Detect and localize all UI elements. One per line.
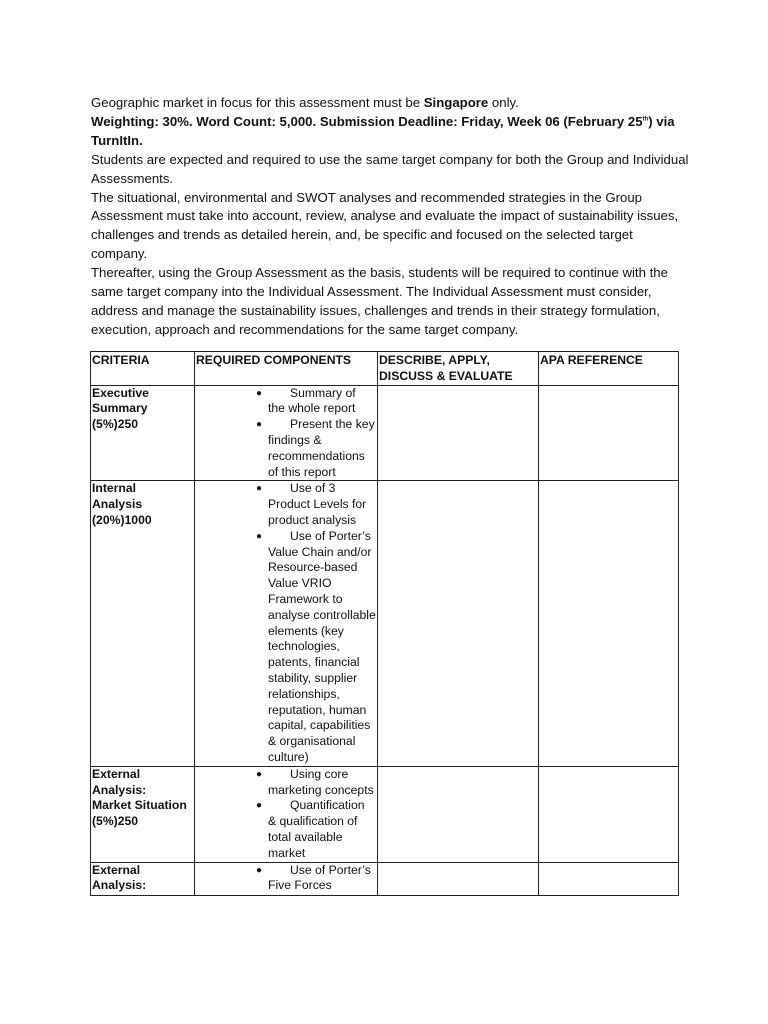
- list-item: ● Summary of the whole report: [256, 385, 356, 416]
- date-ordinal: th: [642, 116, 649, 123]
- bullet-icon: ●: [256, 768, 263, 780]
- list-item: ● Use of 3 Product Levels for product analysis: [256, 481, 367, 527]
- header-apa-reference: APA REFERENCE: [539, 352, 679, 386]
- components-cell: [195, 862, 378, 895]
- list-item: ● Quantification & qualification of total available market: [256, 798, 365, 860]
- same-company-paragraph: Students are expected and required to use the same target company for both the Group and Individual Assessments.: [91, 151, 689, 186]
- criteria-cell: [91, 481, 195, 766]
- criteria-weighting: (5%)250: [92, 814, 139, 829]
- table-header-row: [91, 352, 679, 386]
- criteria-line: Analysis:: [92, 782, 147, 797]
- describe-cell: [378, 385, 539, 481]
- reference-cell: [539, 766, 679, 862]
- header-required-components: REQUIRED COMPONENTS: [195, 352, 378, 386]
- rubric-table: [90, 351, 679, 896]
- criteria-line: Internal: [92, 481, 137, 496]
- submission-method: ) via TurnItIn.: [91, 113, 675, 148]
- criteria-cell: [91, 862, 195, 895]
- describe-cell: [378, 766, 539, 862]
- header-describe-apply: DESCRIBE, APPLY, DISCUSS & EVALUATE: [378, 352, 539, 386]
- assessment-brief: [91, 94, 691, 340]
- criteria-line: External: [92, 766, 141, 781]
- table-row-internal-analysis: [91, 481, 679, 766]
- criteria-line: Analysis:: [92, 878, 147, 893]
- criteria-line: External: [92, 862, 141, 877]
- weighting-text: Weighting: 30%. Word Count: 5,000. Submission Deadline: Friday, Week 06 (February 25: [91, 113, 643, 129]
- list-item: ● Use of Porter’s Value Chain and/or Resource-based Value VRIO Framework to analyse controllable elements (key technologies, patents, financial stability, supplier relationships, reputation, human capital, capabilities & organisational culture): [256, 528, 376, 764]
- reference-cell: [539, 385, 679, 481]
- table-row-external-market-situation: [91, 766, 679, 862]
- criteria-cell: [91, 766, 195, 862]
- criteria-weighting: (5%)250: [92, 417, 139, 432]
- criteria-line: Summary: [92, 401, 148, 416]
- bullet-icon: ●: [256, 419, 263, 431]
- bullet-icon: ●: [256, 800, 263, 812]
- market-name: Singapore: [423, 95, 489, 110]
- group-assessment-paragraph: The situational, environmental and SWOT analyses and recommended strategies in the Group Assessment must take into account, review, analyse and evaluate the impact of sustainability issues, challenges and trends as detailed herein, and, be specific and focused on the selected target company.: [91, 189, 679, 262]
- list-item: ● Using core marketing concepts: [256, 766, 374, 797]
- describe-cell: [378, 862, 539, 895]
- geo-text: Geographic market in focus for this assessment must be: [91, 95, 424, 110]
- list-item: ● Use of Porter’s Five Forces: [256, 862, 371, 893]
- criteria-line: Market Situation: [92, 798, 187, 813]
- bullet-icon: ●: [256, 387, 263, 399]
- header-criteria: CRITERIA: [91, 352, 195, 386]
- criteria-cell: [91, 385, 195, 481]
- criteria-line: Executive: [92, 385, 149, 400]
- weighting-line: [91, 113, 691, 151]
- criteria-weighting: (20%)1000: [92, 512, 152, 527]
- bullet-icon: ●: [256, 530, 263, 542]
- components-cell: [195, 766, 378, 862]
- table-row-executive-summary: [91, 385, 679, 481]
- reference-cell: [539, 481, 679, 766]
- components-list: [196, 481, 376, 765]
- bullet-icon: ●: [256, 864, 263, 876]
- components-list: [196, 863, 376, 895]
- components-list: [196, 767, 376, 862]
- geographic-market-line: [91, 94, 691, 113]
- table-row-external-analysis: [91, 862, 679, 895]
- geo-suffix: only.: [488, 95, 519, 110]
- list-item: ● Present the key findings & recommendations of this report: [256, 417, 375, 479]
- components-list: [196, 386, 376, 481]
- components-cell: [195, 481, 378, 766]
- criteria-line: Analysis: [92, 497, 143, 512]
- reference-cell: [539, 862, 679, 895]
- components-cell: [195, 385, 378, 481]
- describe-cell: [378, 481, 539, 766]
- individual-assessment-paragraph: Thereafter, using the Group Assessment as the basis, students will be required to continue with the same target company into the Individual Assessment. The Individual Assessment must consider, address and manage the sustainability issues, challenges and trends in their strategy formulation, execution, approach and recommendations for the same target company.: [91, 265, 668, 337]
- bullet-icon: ●: [256, 483, 263, 495]
